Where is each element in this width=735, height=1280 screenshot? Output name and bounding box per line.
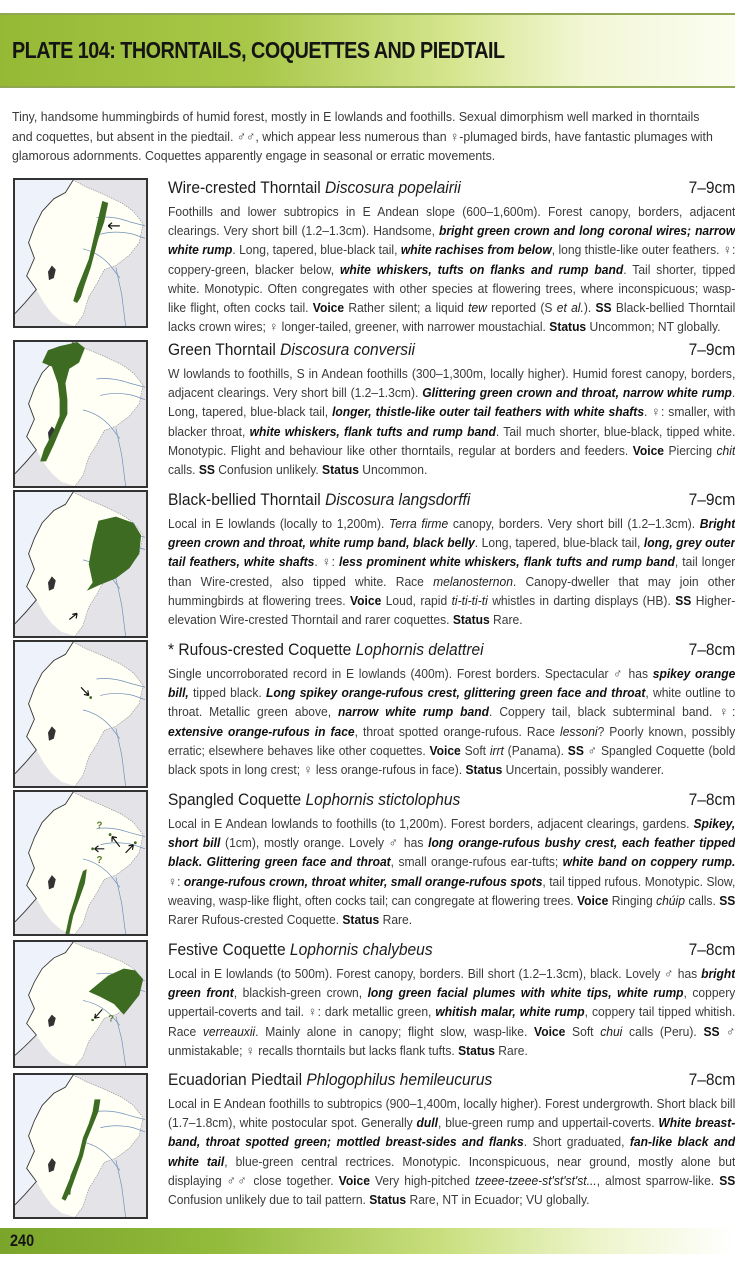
species-text	[168, 1070, 735, 1209]
species-description: W lowlands to foothills, S in Andean foothills (300–1,300m, locally higher). Humid forest canopy, borders, adjacent clearings. Very short bill (1.2–1.3cm). Glittering green crown and throat, narrow white rump. Long, tapered, blue-black tail, longer, thistle-like outer tail feathers with white shafts. ♀: smaller, with blacker throat, white whiskers, flank tufts and rump band. Tail much shorter, blue-black, tipped white. Monotypic. Flight and behaviour like other thorntails, regular at borders and feeders. Voice Piercing chit calls. SS Confusion unlikely. Status Uncommon.	[168, 366, 735, 478]
intro-paragraph: Tiny, handsome hummingbirds of humid forest, mostly in E lowlands and foothills. Sexual dimorphism well marked in thorntails and coquettes, but absent in the piedtail. ♂♂, which appear less numerous than ♀-plumaged birds, have fantastic plumages with glamorous adornments. Coquettes apparently engage in seasonal or erratic movements.	[12, 109, 713, 164]
species-title	[168, 790, 735, 814]
range-map	[13, 940, 148, 1068]
range-map-icon	[15, 492, 146, 636]
species-description: Single uncorroborated record in E lowlands (400m). Forest borders. Spectacular ♂ has spikey orange bill, tipped black. Long spikey orange-rufous crest, glittering green face and throat, white outline to throat. Metallic green above, narrow white rump band. Coppery tail, black subterminal band. ♀: extensive orange-rufous in face, throat spotted orange-rufous. Race lessoni? Poorly known, possibly erratic; elsewhere behaves like other coquettes. Voice Soft irrt (Panama). SS ♂ Spangled Coquette (bold black spots in long crest; ♀ less orange-rufous in face). Status Uncertain, possibly wanderer.	[168, 666, 735, 778]
scientific-name: Discosura popelairii	[325, 178, 461, 197]
range-map-icon	[15, 180, 146, 326]
range-map	[13, 340, 148, 488]
species-title	[168, 490, 735, 514]
species-text	[168, 490, 735, 629]
species-description: Local in E Andean lowlands to foothills (to 1,200m). Forest borders, adjacent clearings, gardens. Spikey, short bill (1cm), mostly orange. Lovely ♂ has long orange-rufous bushy crest, each feather tipped black. Glittering green face and throat, small orange-rufous ear-tufts; white band on coppery rump. ♀: orange-rufous crown, throat whiter, small orange-rufous spots, tail tipped rufous. Monotypic. Slow, weaving, wasp-like flight, often cocks tail; can congregate at flowering trees. Voice Ringing chúip calls. SS Rarer Rufous-crested Coquette. Status Rare.	[168, 816, 735, 928]
range-map-icon	[15, 342, 146, 486]
scientific-name: Discosura langsdorffi	[325, 490, 471, 509]
species-title	[168, 940, 735, 964]
range-map	[13, 640, 148, 788]
species-title	[168, 640, 735, 664]
common-name: Black-bellied Thorntail	[168, 490, 321, 509]
species-description: Local in E Andean foothills to subtropics (900–1,400m, locally higher). Forest undergrowth. Short black bill (1.7–1.8cm), white postocular spot. Generally dull, blue-green rump and uppertail-coverts. White breast-band, throat spotted green; mottled breast-sides and flanks. Short graduated, fan-like black and white tail, blue-green central rectrices. Monotypic. Inconspicuous, near ground, mostly alone but displaying ♂♂ close together. Voice Very high-pitched tzeee-tzeee-st'st'st'st..., almost sparrow-like. SS Confusion unlikely due to tail pattern. Status Rare, NT in Ecuador; VU globally.	[168, 1096, 735, 1208]
size-range: 7–9cm	[688, 340, 735, 359]
scientific-name: Discosura conversii	[280, 340, 415, 359]
species-title	[168, 178, 735, 202]
range-map	[13, 1073, 148, 1219]
species-description: Local in E lowlands (locally to 1,200m). Terra firme canopy, borders. Very short bill (1.2–1.3cm). Bright green crown and throat, white rump band, black belly. Long, tapered, blue-black tail, long, grey outer tail feathers, white shafts. ♀: less prominent white whiskers, flank tufts and rump band, tail longer than Wire-crested, also tipped white. Race melanosternon. Canopy-dweller that may join other hummingbirds at flowering trees. Voice Loud, rapid ti-ti-ti-ti whistles in darting displays (HB). SS Higher-elevation Wire-crested Thorntail and rarer coquettes. Status Rare.	[168, 516, 735, 628]
common-name: Spangled Coquette	[168, 790, 302, 809]
page-number: 240	[10, 1231, 35, 1250]
svg-text:?: ?	[108, 1014, 115, 1024]
range-map	[13, 490, 148, 638]
page-footer-bar	[0, 1228, 735, 1254]
size-range: 7–8cm	[688, 790, 735, 809]
scientific-name: Lophornis delattrei	[355, 640, 484, 659]
species-text	[168, 940, 735, 1060]
range-map	[13, 790, 148, 936]
svg-text:?: ?	[96, 854, 103, 867]
range-map-icon	[15, 942, 146, 1066]
plate-title: PLATE 104: THORNTAILS, COQUETTES AND PIEDTAIL	[12, 37, 505, 63]
range-map-icon	[15, 642, 146, 786]
scientific-name: Phlogophilus hemileucurus	[306, 1070, 493, 1089]
size-range: 7–8cm	[688, 640, 735, 659]
common-name: Ecuadorian Piedtail	[168, 1070, 303, 1089]
plate-header-bar	[0, 13, 735, 88]
species-title	[168, 340, 735, 364]
range-map-icon	[15, 1075, 146, 1217]
range-map	[13, 178, 148, 328]
svg-text:?: ?	[96, 820, 103, 832]
species-text	[168, 178, 735, 336]
common-name: Festive Coquette	[168, 940, 286, 959]
size-range: 7–8cm	[688, 1070, 735, 1089]
common-name: Wire-crested Thorntail	[168, 178, 321, 197]
species-title	[168, 1070, 735, 1094]
species-text	[168, 340, 735, 479]
scientific-name: Lophornis chalybeus	[289, 940, 433, 959]
species-description: Local in E lowlands (to 500m). Forest canopy, borders. Bill short (1.2–1.3cm), black. Lovely ♂ has bright green front, blackish-green crown, long green facial plumes with white tips, white rump, coppery uppertail-coverts and tail. ♀: dark metallic green, whitish malar, white rump, coppery tail tipped whitish. Race verreauxii. Mainly alone in canopy; flight slow, wasp-like. Voice Soft chui calls (Peru). SS ♂ unmistakable; ♀ recalls thorntails but lacks flank tufts. Status Rare.	[168, 966, 735, 1058]
size-range: 7–8cm	[688, 940, 735, 959]
size-range: 7–9cm	[688, 490, 735, 509]
size-range: 7–9cm	[688, 178, 735, 197]
common-name: * Rufous-crested Coquette	[168, 640, 352, 659]
species-text	[168, 640, 735, 779]
common-name: Green Thorntail	[168, 340, 276, 359]
species-text	[168, 790, 735, 929]
scientific-name: Lophornis stictolophus	[305, 790, 461, 809]
range-map-icon	[15, 792, 146, 934]
species-description: Foothills and lower subtropics in E Andean slope (600–1,600m). Forest canopy, borders, adjacent clearings. Very short bill (1.2–1.3cm). Handsome, bright green crown and long coronal wires; narrow white rump. Long, tapered, blue-black tail, white rachises from below, long thistle-like outer feathers. ♀: coppery-green, blacker below, white whiskers, tufts on flanks and rump band. Tail shorter, tipped white. Monotypic. Often congregates with other species at flowering trees, where inconspicuous; wasp-like flight, often cocks tail. Voice Rather silent; a liquid tew reported (S et al.). SS Black-bellied Thorntail lacks crown wires; ♀ longer-tailed, greener, with narrower moustachial. Status Uncommon; NT globally.	[168, 204, 735, 335]
